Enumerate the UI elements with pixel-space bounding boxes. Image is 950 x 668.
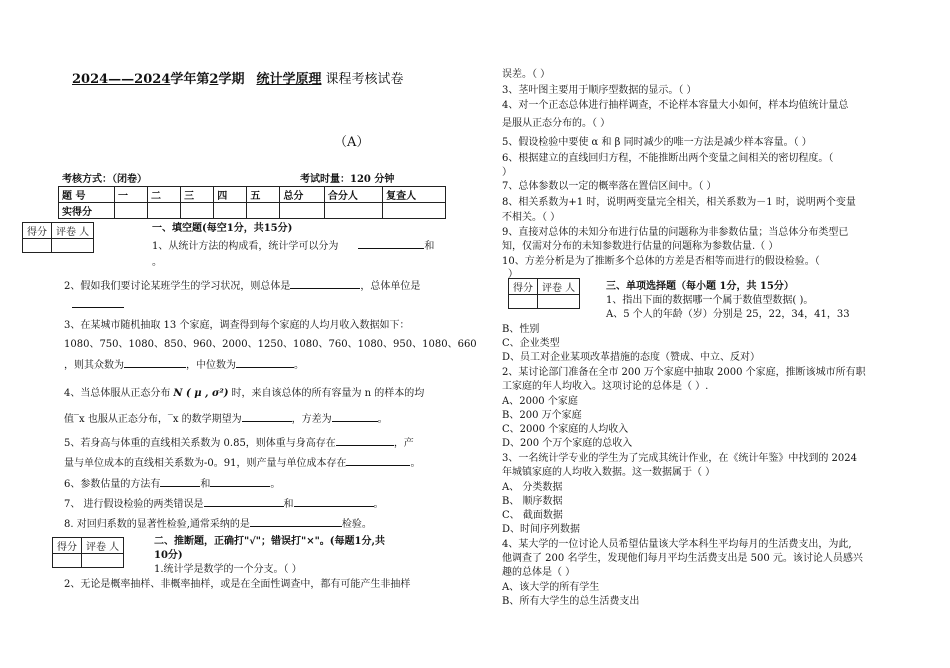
s1-q8-text2: 检验。 <box>341 519 372 530</box>
s1-q2 <box>64 278 420 293</box>
s1-q1-end: 。 <box>152 257 162 268</box>
s2-q9: 9、直接对总体的未知分布进行估量的问题称为非参数估量；当总体分布类型已 <box>502 227 849 238</box>
scorebox-grader-label: 评卷 人 <box>52 223 94 239</box>
s3-q3-option-c: C、 截面数据 <box>502 510 563 521</box>
score-table <box>58 186 446 219</box>
s1-q4-line1 <box>64 387 424 400</box>
title-year: 2024——2024 <box>72 72 171 87</box>
normal-distribution-formula: N ( μ , σ²) <box>173 388 229 399</box>
s2-q2-cont: 误差。（ ） <box>502 69 551 80</box>
score-table-cell <box>114 203 147 219</box>
s1-q5-text: 5、若身高与体重的直线相关系数为 0.85，则体重与身高存在 <box>64 438 336 449</box>
scorebox-grader-cell <box>82 554 124 568</box>
s1-q6-text: 6、参数估量的方法有 <box>64 479 161 490</box>
s2-q8-cont: 不相关。（ ） <box>502 212 561 223</box>
s3-q1-option-b: B、性别 <box>502 324 540 335</box>
s1-q8 <box>64 516 372 531</box>
scorebox-score-cell <box>23 239 52 253</box>
s1-q5-text2: ，产 <box>393 438 414 449</box>
score-table-cell: 四 <box>214 187 247 203</box>
s2-q9-cont: 知，仅需对分布的未知参数进行估量的问题称为参数估量.（ ） <box>502 241 779 252</box>
score-table-cell <box>148 203 181 219</box>
s3-q4: 4、某大学的一位讨论人员希望估量该大学本科生平均每月的生活费支出，为此, <box>502 539 852 550</box>
s2-q6-cont: ） <box>502 167 512 178</box>
answer-blank[interactable] <box>290 278 360 289</box>
s3-q1-option-a: A、5 个人的年龄（岁）分别是 25，22，34，41，33 <box>606 309 850 320</box>
s1-q2-text: 2、假如我们要讨论某班学生的学习状况，则总体是 <box>64 281 291 292</box>
exam-method: 考核方式：（闭卷） <box>62 174 147 185</box>
score-table-cell <box>214 203 247 219</box>
s2-q3: 3、茎叶图主要用于顺序型数据的显示。（ ） <box>502 85 697 96</box>
section1-heading: 一、填空题(每空1分，共15分) <box>152 223 293 234</box>
s2-q8: 8、相关系数为+1 时，说明两变量完全相关，相关系数为－1 时，说明两个变量 <box>502 197 856 208</box>
s3-q3-option-b: B、 顺序数据 <box>502 496 563 507</box>
s2-q2: 2、无论是概率抽样、非概率抽样，或是在全面性调查中，都有可能产生非抽样 <box>64 579 411 590</box>
s3-q4-cont: 他调查了 200 名学生，发现他们每月平均生活费支出是 500 元。该讨论人员感兴 <box>502 553 863 564</box>
answer-blank[interactable] <box>336 435 394 446</box>
s3-q3-option-a: A、 分类数据 <box>502 482 563 493</box>
s1-q4-text2: 时，来自该总体的所有容量为 n 的样本的均 <box>231 388 425 399</box>
answer-blank[interactable] <box>204 496 284 507</box>
s1-q3-mode: ，则其众数为 <box>64 360 124 371</box>
s1-q4-mean: 值‾x 也服从正态分布，‾x 的数学期望为 <box>64 414 242 425</box>
score-table-score-row <box>59 203 446 219</box>
section2-heading-cont: 10分) <box>154 550 183 561</box>
s1-q1 <box>152 238 434 253</box>
s3-q4-option-a: A、该大学的所有学生 <box>502 582 600 593</box>
s3-q1-option-c: C、企业类型 <box>502 338 560 349</box>
s1-q1-text: 1、从统计方法的构成看，统计学可以分为 <box>152 241 339 252</box>
s1-q8-text: 8. 对回归系数的显著性检验,通常采纳的是 <box>64 519 250 530</box>
exam-title <box>72 72 403 88</box>
s3-q3-cont: 年城镇家庭的人均收入数据。这一数据属于（ ） <box>502 467 716 478</box>
scorebox-score-cell <box>509 295 538 309</box>
answer-blank[interactable] <box>332 411 378 422</box>
s1-q5-line1 <box>64 435 414 450</box>
s3-q1: 1、指出下面的数据哪一个属于数值型数据( )。 <box>606 295 814 306</box>
scorebox-grader-cell <box>52 239 94 253</box>
score-table-cell <box>280 203 325 219</box>
s3-q3: 3、一名统计学专业的学生为了完成其统计作业，在《统计年鉴》中找到的 2024 <box>502 453 857 464</box>
score-table-cell: 二 <box>148 187 181 203</box>
section3-scorebox <box>508 278 580 309</box>
s1-q6-and: 和 <box>200 479 211 490</box>
s1-q1-and: 和 <box>424 241 435 252</box>
scorebox-score-label: 得分 <box>53 538 82 554</box>
answer-blank[interactable] <box>72 297 124 308</box>
score-table-cell: 三 <box>181 187 214 203</box>
answer-blank[interactable] <box>236 357 294 368</box>
score-table-cell: 复查人 <box>383 187 446 203</box>
s3-q2: 2、某讨论部门准备在全市 200 万个家庭中抽取 2000 个家庭，推断该城市所有职 <box>502 367 866 378</box>
s1-q7-and: 和 <box>283 499 294 510</box>
score-table-cell <box>383 203 446 219</box>
title-term: 学期 <box>218 72 245 87</box>
paper-code: （A） <box>334 135 370 150</box>
s1-q5-text3: 量与单位成本的直线相关系数为-0。91，则产量与单位成本存在 <box>64 458 347 469</box>
s3-q2-option-b: B、200 万个家庭 <box>502 410 582 421</box>
s1-q3-line1: 3、在某城市随机抽取 13 个家庭，调查得到每个家庭的人均月收入数据如下： <box>64 320 410 331</box>
s2-q4-cont: 是服从正态分布的。（ ） <box>502 118 611 129</box>
s3-q2-option-a: A、2000 个家庭 <box>502 396 578 407</box>
score-table-cell: 合分人 <box>324 187 382 203</box>
section1-scorebox <box>22 222 94 253</box>
s3-q4-option-b: B、所有大学生的总生活费支出 <box>502 596 640 607</box>
answer-blank[interactable] <box>294 496 374 507</box>
s1-q4-text: 4、当总体服从正态分布 <box>64 388 171 399</box>
scorebox-score-label: 得分 <box>509 279 538 295</box>
s3-q3-option-d: D、时间序列数据 <box>502 524 581 535</box>
section2-scorebox <box>52 537 124 568</box>
s1-q2-text2: ，总体单位是 <box>360 281 421 292</box>
score-table-cell: 一 <box>114 187 147 203</box>
s1-q4-line2: 值‾x 也服从正态分布，‾x 的数学期望为 ，方差为 。 <box>64 411 388 426</box>
scorebox-score-cell <box>53 554 82 568</box>
s2-q10: 10、方差分析是为了推断多个总体的方差是否相等而进行的假设检验。（ <box>502 256 820 267</box>
s3-q1-option-d: D、员工对企业某项改革措施的态度（赞成、中立、反对） <box>502 352 761 363</box>
s1-q3-median: ，中位数为 <box>186 360 236 371</box>
section2-heading: 二、推断题，正确打"√"；错误打"×"。(每题1分,共 <box>154 536 385 547</box>
s1-q4-variance: ，方差为 <box>291 414 332 425</box>
answer-blank[interactable] <box>346 455 410 466</box>
s2-q4: 4、对一个正态总体进行抽样调查，不论样本容量大小如何，样本均值统计量总 <box>502 100 849 111</box>
score-table-cell <box>324 203 382 219</box>
score-table-cell <box>181 203 214 219</box>
s2-q7: 7、总体参数以一定的概率落在置信区间中。（ ） <box>502 181 717 192</box>
score-table-cell: 题 号 <box>59 187 115 203</box>
title-course: 统计学原理 <box>256 72 322 87</box>
s3-q2-option-d: D、200 个万个家庭的总收入 <box>502 438 633 449</box>
s1-q5-line2: 量与单位成本的直线相关系数为-0。91，则产量与单位成本存在 。 <box>64 455 420 470</box>
answer-blank[interactable] <box>358 238 424 249</box>
s1-q3-line2: 1080、750、1080、850、960、2000、1250、1080、760、1080、950、1080、660 <box>64 339 477 350</box>
answer-blank[interactable] <box>124 357 186 368</box>
title-mid: 学年第 <box>170 72 210 87</box>
scorebox-score-label: 得分 <box>23 223 52 239</box>
score-table-cell <box>247 203 280 219</box>
exam-duration: 考试时量：120 分钟 <box>300 174 395 185</box>
s2-q10-cont: ） <box>508 269 518 280</box>
section3-heading: 三、单项选择题（每小题 1分，共 15分） <box>606 281 794 292</box>
s1-q2-line2 <box>72 297 124 312</box>
score-table-cell: 总分 <box>280 187 325 203</box>
s2-q5: 5、假设检验中要使 α 和 β 同时减少的唯一方法是减少样本容量。（ ） <box>502 137 812 148</box>
s1-q7: 7、 进行假设检验的两类错误是 和 。 <box>64 496 384 511</box>
score-table-cell: 五 <box>247 187 280 203</box>
s1-q7-text: 7、 进行假设检验的两类错误是 <box>64 499 204 510</box>
s2-q6: 6、根据建立的直线回归方程，不能推断出两个变量之间相关的密切程度。（ <box>502 153 834 164</box>
s3-q2-option-c: C、2000 个家庭的人均收入 <box>502 424 629 435</box>
s1-q6: 6、参数估量的方法有 和 。 <box>64 476 280 491</box>
score-table-header-row <box>59 187 446 203</box>
answer-blank[interactable] <box>210 476 270 487</box>
title-tail: 课程考核试卷 <box>325 72 404 87</box>
scorebox-grader-cell <box>538 295 580 309</box>
title-num: 2 <box>209 72 219 87</box>
s2-q1: 1.统计学是数学的一个分支。（ ） <box>154 564 302 575</box>
s1-q3-line3: ，则其众数为 ，中位数为 。 <box>64 357 304 372</box>
scorebox-grader-label: 评卷 人 <box>82 538 124 554</box>
scorebox-grader-label: 评卷 人 <box>538 279 580 295</box>
s3-q4-cont2: 趣的总体是（ ） <box>502 567 576 578</box>
answer-blank[interactable] <box>160 476 200 487</box>
s3-q2-cont: 工家庭的年人均收入。这项讨论的总体是（ ）. <box>502 381 709 392</box>
answer-blank[interactable] <box>242 411 292 422</box>
answer-blank[interactable] <box>250 516 342 527</box>
score-table-cell: 实得分 <box>59 203 115 219</box>
